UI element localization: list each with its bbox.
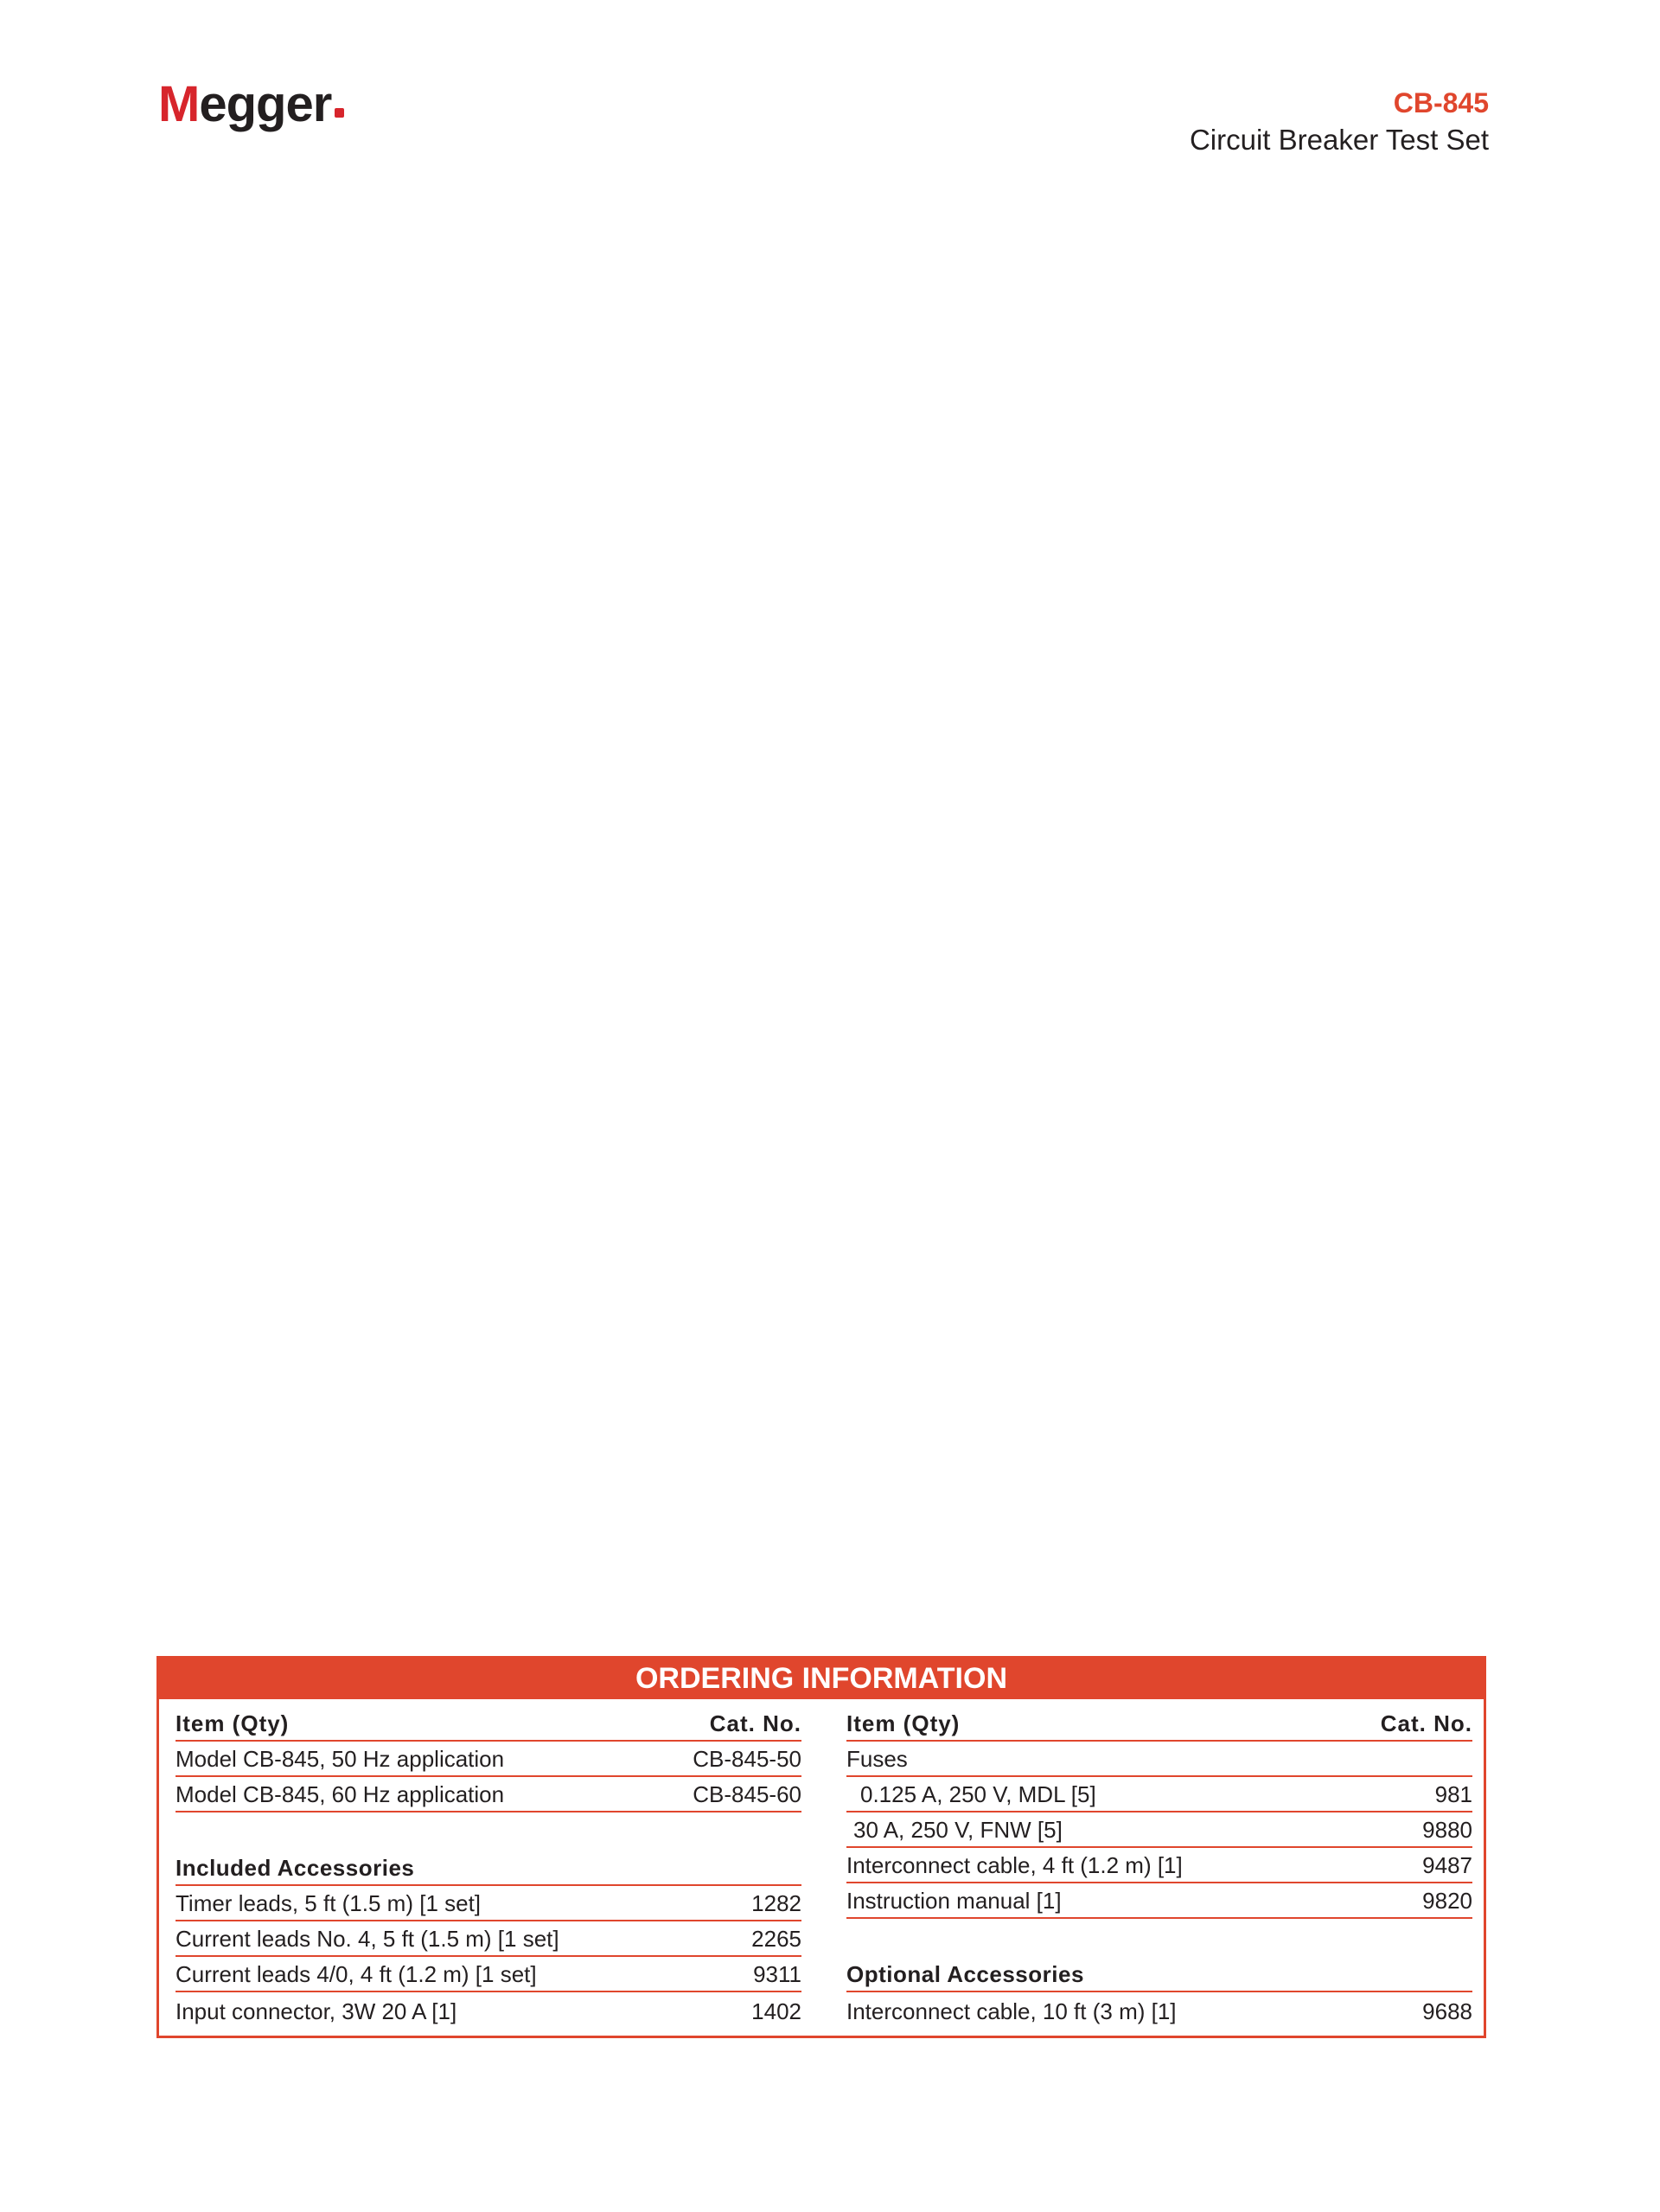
cat-no: 1282 bbox=[751, 1890, 801, 1916]
item-name: Interconnect cable, 10 ft (3 m) [1] bbox=[846, 1998, 1177, 2024]
cat-no: 9820 bbox=[1422, 1888, 1472, 1914]
spacer bbox=[176, 1812, 801, 1851]
item-name: 0.125 A, 250 V, MDL [5] bbox=[860, 1781, 1096, 1807]
table-row bbox=[176, 1742, 801, 1777]
table-row bbox=[176, 1992, 801, 2028]
product-title: Circuit Breaker Test Set bbox=[1189, 124, 1489, 157]
cat-no: 2265 bbox=[751, 1926, 801, 1952]
column-header-cat-no: Cat. No. bbox=[1380, 1710, 1472, 1736]
section-title-included-accessories bbox=[176, 1851, 801, 1886]
item-name: Model CB-845, 50 Hz application bbox=[176, 1746, 505, 1772]
table-row-fuses bbox=[846, 1742, 1472, 1777]
cat-no: 9880 bbox=[1422, 1817, 1472, 1843]
section-title-text: Included Accessories bbox=[176, 1855, 415, 1881]
ordering-right-column bbox=[846, 1706, 1472, 2028]
item-name: Timer leads, 5 ft (1.5 m) [1 set] bbox=[176, 1890, 482, 1916]
item-name: Input connector, 3W 20 A [1] bbox=[176, 1998, 457, 2024]
table-row bbox=[176, 1921, 801, 1957]
table-row bbox=[176, 1886, 801, 1921]
item-name: Fuses bbox=[846, 1746, 908, 1772]
cat-no: 9688 bbox=[1422, 1998, 1472, 2024]
cat-no: 981 bbox=[1434, 1781, 1472, 1807]
table-row bbox=[846, 1883, 1472, 1919]
table-header bbox=[846, 1706, 1472, 1742]
section-title-text: Optional Accessories bbox=[846, 1961, 1084, 1987]
document-header bbox=[1190, 86, 1489, 157]
column-header-cat-no: Cat. No. bbox=[709, 1710, 801, 1736]
item-name: Interconnect cable, 4 ft (1.2 m) [1] bbox=[846, 1852, 1183, 1878]
cat-no: 9487 bbox=[1422, 1852, 1472, 1878]
ordering-left-column bbox=[176, 1706, 801, 2028]
megger-logo: Megger bbox=[158, 80, 344, 130]
cat-no: CB-845-60 bbox=[693, 1781, 801, 1807]
table-row bbox=[846, 1812, 1472, 1848]
cat-no: CB-845-50 bbox=[693, 1746, 801, 1772]
table-row bbox=[846, 1848, 1472, 1883]
item-name: 30 A, 250 V, FNW [5] bbox=[853, 1817, 1063, 1843]
table-header bbox=[176, 1706, 801, 1742]
cat-no: 9311 bbox=[753, 1961, 801, 1987]
item-name: Instruction manual [1] bbox=[846, 1888, 1062, 1914]
spacer bbox=[846, 1919, 1472, 1957]
item-name: Current leads No. 4, 5 ft (1.5 m) [1 set] bbox=[176, 1926, 559, 1952]
column-header-item: Item (Qty) bbox=[846, 1710, 961, 1736]
ordering-information-box bbox=[156, 1656, 1486, 2038]
item-name: Current leads 4/0, 4 ft (1.2 m) [1 set] bbox=[176, 1961, 537, 1987]
section-title-optional-accessories bbox=[846, 1957, 1472, 1992]
registered-mark-icon bbox=[335, 108, 344, 118]
column-header-item: Item (Qty) bbox=[176, 1710, 290, 1736]
table-row bbox=[846, 1992, 1472, 2028]
table-row bbox=[176, 1957, 801, 1992]
item-name: Model CB-845, 60 Hz application bbox=[176, 1781, 505, 1807]
model-number: CB-845 bbox=[1393, 87, 1489, 118]
cat-no: 1402 bbox=[751, 1998, 801, 2024]
table-row bbox=[846, 1777, 1472, 1812]
ordering-information-title: ORDERING INFORMATION bbox=[159, 1659, 1484, 1699]
table-row bbox=[176, 1777, 801, 1812]
